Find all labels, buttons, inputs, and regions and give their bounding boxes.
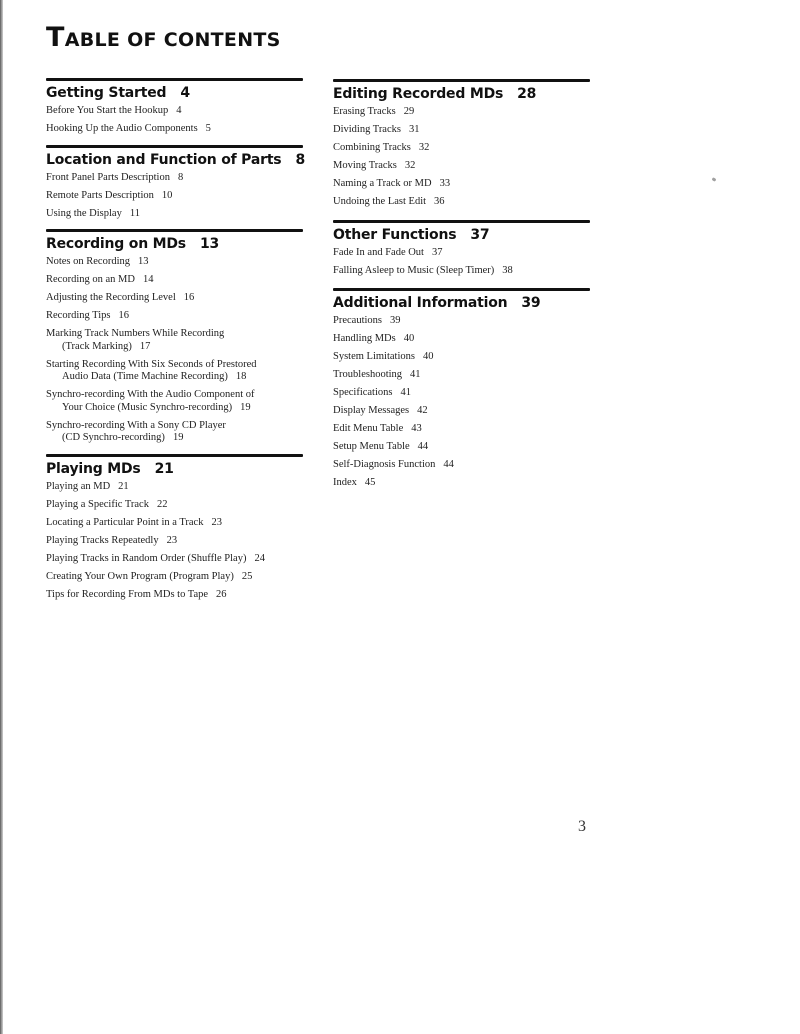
- toc-entry[interactable]: [46, 328, 303, 353]
- entry-label: Tips for Recording From MDs to Tape: [46, 588, 209, 600]
- entry-page-number: 42: [417, 405, 428, 416]
- entry-label: Starting Recording With Six Seconds of Prestored: [46, 358, 257, 370]
- entry-label: Recording on an MD: [46, 274, 135, 285]
- scan-edge-shadow: [0, 0, 3, 1034]
- entry-page-number: 19: [240, 401, 251, 413]
- toc-entry[interactable]: [46, 481, 303, 494]
- toc-entry[interactable]: [333, 315, 590, 328]
- entry-label: Adjusting the Recording Level: [46, 292, 176, 303]
- section-entries: [46, 256, 303, 445]
- section-heading[interactable]: [46, 85, 303, 101]
- section-heading-label: Editing Recorded MDs: [333, 86, 504, 102]
- toc-entry[interactable]: [46, 517, 303, 530]
- toc-entry[interactable]: [46, 571, 303, 584]
- entry-label: Before You Start the Hookup: [46, 105, 169, 116]
- entry-label: Falling Asleep to Music (Sleep Timer): [333, 264, 495, 276]
- section-divider: [46, 145, 303, 148]
- section-entries: [333, 247, 590, 278]
- entry-page-number: 32: [404, 160, 416, 171]
- entry-page-number: 43: [411, 423, 422, 434]
- entry-page-number: 26: [216, 588, 227, 600]
- toc-entry[interactable]: [333, 265, 590, 278]
- entry-page-number: 40: [422, 351, 434, 362]
- toc-entry[interactable]: [46, 292, 303, 305]
- toc-right-column: [333, 79, 590, 495]
- toc-entry[interactable]: [46, 256, 303, 269]
- section-heading[interactable]: [333, 227, 590, 243]
- toc-entry[interactable]: [333, 247, 590, 260]
- section-page-number: 28: [517, 86, 537, 102]
- section-divider: [46, 454, 303, 457]
- toc-entry[interactable]: [46, 274, 303, 287]
- section-divider: [46, 78, 303, 81]
- toc-entry[interactable]: [333, 106, 590, 119]
- toc-entry[interactable]: [46, 535, 303, 548]
- entry-label: Index: [333, 477, 357, 488]
- section-page-number: 21: [154, 460, 174, 477]
- section-heading-label: Additional Information: [333, 295, 508, 311]
- toc-entry[interactable]: [46, 105, 303, 118]
- entry-page-number: 4: [176, 105, 182, 116]
- entry-label: Combining Tracks: [333, 142, 411, 153]
- entry-page-number: 37: [431, 246, 443, 258]
- toc-entry[interactable]: [46, 420, 303, 445]
- toc-entry[interactable]: [333, 124, 590, 137]
- toc-entry[interactable]: [333, 477, 590, 490]
- entry-page-number: 32: [418, 142, 430, 153]
- page-title-initial: T: [46, 22, 65, 53]
- toc-entry[interactable]: [46, 499, 303, 512]
- scan-speck: [712, 177, 717, 182]
- entry-page-number: 14: [142, 274, 154, 285]
- toc-entry[interactable]: [333, 178, 590, 191]
- entry-label: Specifications: [333, 387, 393, 398]
- entry-label-line2: Your Choice (Music Synchro-recording): [62, 401, 233, 413]
- section-heading[interactable]: [46, 236, 303, 252]
- entry-label: Locating a Particular Point in a Track: [46, 516, 204, 528]
- entry-page-number: 23: [166, 534, 178, 546]
- section-heading-label: Recording on MDs: [46, 236, 186, 252]
- page-number: 3: [578, 818, 586, 835]
- entry-page-number: 41: [410, 369, 421, 380]
- toc-entry[interactable]: [46, 208, 303, 221]
- entry-label-continued: [46, 402, 303, 415]
- section-entries: [46, 172, 303, 221]
- entry-label: Recording Tips: [46, 310, 111, 321]
- toc-entry[interactable]: [333, 369, 590, 382]
- entry-label: Troubleshooting: [333, 369, 403, 380]
- section-page-number: 39: [521, 295, 541, 311]
- entry-label: Playing a Specific Track: [46, 498, 149, 510]
- section-entries: [333, 106, 590, 209]
- entry-page-number: 39: [390, 315, 401, 326]
- entry-label: Synchro-recording With the Audio Component of: [46, 389, 255, 400]
- section-page-number: 13: [199, 236, 220, 252]
- section-divider: [46, 229, 303, 232]
- entry-label-line2: (Track Marking): [62, 340, 132, 352]
- section-page-number: 37: [470, 226, 490, 243]
- entry-label: Front Panel Parts Description: [46, 171, 170, 183]
- entry-label: Using the Display: [46, 207, 122, 219]
- toc-entry[interactable]: [46, 172, 303, 185]
- toc-entry[interactable]: [333, 351, 590, 364]
- toc-entry[interactable]: [333, 405, 590, 418]
- entry-label-line2: (CD Synchro-recording): [62, 432, 165, 443]
- entry-page-number: 23: [211, 516, 222, 528]
- entry-label: Self-Diagnosis Function: [333, 459, 436, 470]
- toc-entry[interactable]: [333, 423, 590, 436]
- entry-label-continued: [46, 341, 303, 354]
- entry-page-number: 40: [403, 333, 415, 344]
- entry-label: Erasing Tracks: [333, 106, 396, 117]
- entry-page-number: 24: [254, 552, 265, 564]
- toc-section-playing-mds: [46, 454, 303, 602]
- section-page-number: 4: [180, 85, 190, 101]
- entry-label: Setup Menu Table: [333, 441, 410, 452]
- section-heading-label: Playing MDs: [46, 460, 141, 477]
- entry-page-number: 45: [364, 477, 376, 488]
- toc-entry[interactable]: [333, 196, 590, 209]
- toc-section-additional-information: [333, 288, 590, 490]
- entry-label: System Limitations: [333, 351, 415, 362]
- section-heading-label: Other Functions: [333, 226, 457, 243]
- entry-page-number: 36: [434, 196, 445, 207]
- entry-page-number: 38: [502, 264, 513, 276]
- entry-label: Naming a Track or MD: [333, 178, 432, 189]
- entry-label: Precautions: [333, 315, 382, 326]
- entry-label-continued: [46, 432, 303, 445]
- toc-section-recording-on-mds: [46, 229, 303, 445]
- entry-label-line2: Audio Data (Time Machine Recording): [62, 371, 228, 382]
- entry-page-number: 18: [235, 371, 247, 382]
- entry-label: Marking Track Numbers While Recording: [46, 328, 225, 339]
- entry-label: Notes on Recording: [46, 256, 130, 267]
- entry-label: Moving Tracks: [333, 160, 397, 171]
- toc-entry[interactable]: [46, 553, 303, 566]
- section-divider: [333, 79, 590, 82]
- entry-label: Playing an MD: [46, 480, 111, 492]
- section-heading[interactable]: [46, 152, 303, 168]
- section-heading-label: Getting Started: [46, 85, 167, 101]
- entry-page-number: 44: [443, 459, 454, 470]
- toc-entry[interactable]: [46, 310, 303, 323]
- section-heading[interactable]: [333, 295, 590, 311]
- entry-page-number: 16: [183, 292, 195, 303]
- entry-page-number: 17: [139, 340, 151, 352]
- entry-page-number: 8: [177, 171, 184, 183]
- entry-page-number: 44: [417, 441, 429, 452]
- entry-page-number: 33: [439, 178, 451, 189]
- entry-page-number: 13: [138, 256, 149, 267]
- section-divider: [333, 220, 590, 223]
- toc-section-location-and-function-of-parts: [46, 145, 303, 221]
- entry-label: Edit Menu Table: [333, 423, 404, 434]
- entry-label: Display Messages: [333, 405, 410, 416]
- toc-section-other-functions: [333, 220, 590, 278]
- section-heading[interactable]: [46, 461, 303, 477]
- entry-label: Synchro-recording With a Sony CD Player: [46, 419, 226, 431]
- toc-entry[interactable]: [46, 389, 303, 414]
- page-title-rest: ABLE OF CONTENTS: [64, 29, 281, 51]
- section-entries: [46, 105, 303, 136]
- toc-entry[interactable]: [333, 160, 590, 173]
- entry-page-number: 19: [172, 432, 184, 443]
- entry-label: Undoing the Last Edit: [333, 196, 427, 207]
- toc-entry[interactable]: [333, 459, 590, 472]
- toc-entry[interactable]: [333, 333, 590, 346]
- entry-label: Handling MDs: [333, 333, 396, 344]
- toc-entry[interactable]: [46, 190, 303, 203]
- entry-page-number: 5: [205, 123, 211, 134]
- section-entries: [46, 481, 303, 602]
- entry-label: Playing Tracks Repeatedly: [46, 534, 159, 546]
- toc-entry[interactable]: [46, 123, 303, 136]
- entry-label: Fade In and Fade Out: [333, 246, 424, 258]
- entry-page-number: 31: [408, 124, 420, 135]
- entry-label: Hooking Up the Audio Components: [46, 123, 198, 134]
- toc-left-column: [46, 78, 303, 607]
- entry-page-number: 11: [129, 207, 140, 219]
- toc-section-getting-started: [46, 78, 303, 136]
- toc-entry[interactable]: [46, 359, 303, 384]
- entry-label: Playing Tracks in Random Order (Shuffle Play): [46, 552, 247, 564]
- toc-entry[interactable]: [333, 441, 590, 454]
- entry-label: Dividing Tracks: [333, 124, 401, 135]
- entry-page-number: 29: [403, 106, 415, 117]
- entry-page-number: 41: [400, 387, 411, 398]
- toc-section-editing-recorded-mds: [333, 79, 590, 209]
- entry-page-number: 21: [118, 480, 129, 492]
- entry-label: Creating Your Own Program (Program Play): [46, 570, 234, 582]
- page-title: [46, 22, 281, 53]
- section-heading-label: Location and Function of Parts: [46, 151, 282, 168]
- entry-page-number: 16: [118, 310, 129, 321]
- entry-page-number: 22: [156, 498, 168, 510]
- toc-entry[interactable]: [46, 589, 303, 602]
- entry-page-number: 25: [241, 570, 253, 582]
- toc-entry[interactable]: [333, 142, 590, 155]
- entry-label: Remote Parts Description: [46, 189, 154, 201]
- toc-entry[interactable]: [333, 387, 590, 400]
- entry-page-number: 10: [161, 189, 173, 201]
- section-heading[interactable]: [333, 86, 590, 102]
- entry-label-continued: [46, 371, 303, 384]
- section-divider: [333, 288, 590, 291]
- section-page-number: 8: [295, 151, 305, 168]
- section-entries: [333, 315, 590, 490]
